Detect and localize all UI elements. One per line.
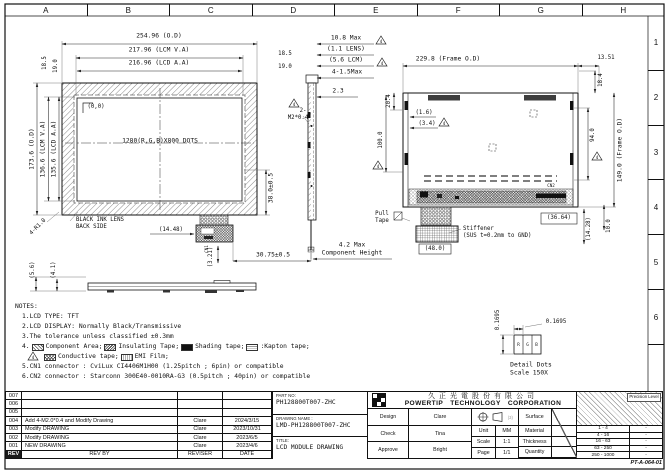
approve-name: Bright — [433, 447, 447, 454]
insulating-tape-swatch — [104, 344, 116, 351]
grid-row-3: 3 — [648, 126, 664, 181]
side-tabs-label: 4-1.5Max — [331, 68, 363, 76]
unit-row — [472, 426, 518, 437]
title-block — [367, 391, 663, 459]
stiffener — [416, 226, 458, 242]
dot-b-label: B — [535, 341, 538, 347]
page-label: Page — [472, 448, 496, 458]
part-no-value: PH128800T007-ZHC — [276, 399, 336, 406]
dim-width-od: 254.96 (O.D) — [136, 32, 182, 40]
title-value: LCD MODULE DRAWING — [276, 444, 344, 452]
pitch-x-label: 0.1695 — [545, 319, 567, 326]
part-no-label: PART NO: — [276, 393, 296, 398]
front-fpc — [200, 215, 228, 225]
rev-by — [178, 409, 223, 416]
pull-tape-label-2: Tape — [375, 218, 389, 225]
table-row — [6, 442, 271, 450]
comp-height-label-2: Component Height — [321, 249, 383, 257]
stiffener-label-1: Stiffener — [463, 226, 494, 232]
rev-date: 2023/6/5 — [236, 434, 258, 441]
rev-by: Clare — [178, 442, 223, 449]
grid-col-b: B — [87, 4, 170, 16]
connector-width-label: (14.48) — [159, 227, 183, 234]
approve-label: Approve — [368, 442, 409, 458]
surface-label: Surface — [519, 409, 552, 425]
company-name-cn: 久正光電股份有限公司 — [428, 392, 538, 400]
scale-row — [472, 437, 518, 448]
callout-4: 4 — [379, 38, 383, 44]
connector-pos-label: 30.75±0.5 — [255, 251, 291, 259]
grid-row-6: 6 — [648, 290, 664, 345]
drawing-name-section — [273, 415, 367, 438]
rev-by — [178, 392, 223, 399]
detail-caption-2: Scale 150X — [510, 369, 548, 377]
table-row — [6, 426, 271, 434]
form-number: PT-A-064-01 — [630, 460, 662, 466]
grid-col-f: F — [417, 4, 500, 16]
table-row — [6, 392, 271, 400]
dim-width-lcm: 217.96 (LCM V.A) — [128, 46, 190, 54]
dim-height-lcd: 135.6 (LCD A.A) — [50, 120, 58, 178]
unit-label: Unit — [472, 426, 496, 436]
precision-row — [577, 446, 662, 453]
note-line-2: 2.LCD DISPLAY: Normally Black/Transmissive — [22, 323, 182, 330]
callout-4: 4 — [292, 101, 296, 107]
company-name-en: POWERTIP TECHNOLOGY CORPORATION — [404, 399, 562, 407]
stiffener-label-2: (SUS t=0.2mm to GND) — [463, 233, 532, 239]
grid-row-2: 2 — [648, 71, 664, 126]
shading-tape-swatch — [181, 344, 193, 351]
screw-spec-label: M2*0.4 — [287, 115, 309, 122]
rev-by-header: REV BY — [22, 451, 178, 458]
dim-94-label: 94.0 — [590, 128, 597, 142]
dim-bottom-label: 38.0±0.5 — [267, 172, 275, 204]
callout-4: 4 — [376, 163, 380, 169]
connector-offset-label: (3.21) — [208, 246, 215, 268]
dim-10-label: 10.0 — [606, 219, 613, 233]
rev-date — [223, 400, 271, 407]
part-info-block — [272, 391, 367, 459]
dot-r-label: R — [517, 341, 520, 347]
precision-range: 1 - 4 — [577, 426, 630, 432]
grid-row-band — [648, 16, 664, 345]
precision-row — [577, 452, 662, 458]
shading-tape — [524, 95, 556, 101]
rev-number: 003 — [6, 426, 22, 433]
cn2-connector — [536, 194, 566, 199]
title-section — [273, 437, 367, 459]
shading-tape — [428, 95, 460, 101]
dim-3664-label: (36.64) — [547, 215, 571, 222]
dim-1351-label: 13.51 — [597, 55, 615, 62]
rev-number: 004 — [6, 417, 22, 424]
rev-number: 001 — [6, 442, 22, 449]
note-line-5: 5.CN1 connector : CviLux CI4406M1H00 (1.25pitch ; 6pin) or compatible — [22, 362, 284, 370]
pull-tape-label-1: Pull — [375, 211, 389, 218]
cn2-label: CN2 — [547, 182, 555, 188]
resolution-label: 1280(R,G,B)X800 DOTS — [122, 137, 198, 145]
conductive-tape-swatch — [44, 354, 56, 361]
dim-height-lcm: 136.6 (LCM V.A) — [39, 120, 47, 178]
reviser-header: REVISER — [178, 451, 223, 458]
grid-col-e: E — [334, 4, 417, 16]
side-profile-view — [306, 75, 318, 252]
precision-row — [577, 426, 662, 433]
precision-row — [577, 439, 662, 446]
rev-desc — [22, 392, 178, 399]
material-label: Material — [519, 426, 552, 436]
rev-date — [223, 409, 271, 416]
back-fpc — [421, 207, 451, 225]
design-row — [368, 409, 471, 426]
grid-col-c: C — [169, 4, 252, 16]
callout-4: 4 — [442, 120, 446, 126]
grid-row-5: 5 — [648, 235, 664, 290]
component-area-swatch — [32, 344, 44, 351]
callout-4: 4 — [380, 60, 384, 66]
rev-number: 005 — [6, 409, 22, 416]
precision-value: - — [645, 426, 647, 432]
unit-value: MM — [502, 428, 512, 434]
side-thickness-label: 10.8 Max — [330, 34, 362, 42]
drawing-name-value: LMD-PH128800T007-ZHC — [276, 421, 351, 429]
dim-184-label: 18.4 — [598, 73, 605, 87]
dim-48-label: (48.0) — [424, 246, 446, 253]
note-line-1: 1.LCD TYPE: TFT — [22, 313, 79, 320]
precision-range: 16 - 63 — [577, 439, 630, 445]
precision-range: 4 - 16 — [577, 433, 630, 439]
dim-margin-left-top: 18.5 — [42, 56, 49, 70]
frame-width-label: 229.8 (Frame O.D) — [415, 55, 481, 63]
side-23-label: 2.3 — [332, 87, 344, 95]
detail-caption-1: Detail Dots — [510, 361, 552, 369]
blank-diagonal — [552, 409, 577, 458]
dim-width-lcd: 216.96 (LCD A.A) — [128, 59, 190, 67]
drawing-name-label: DRAWING NAME : — [276, 415, 313, 421]
rev-number: 002 — [6, 434, 22, 441]
dot-g-label: G — [526, 341, 529, 347]
profile-41-label: (4.1) — [51, 261, 58, 279]
table-row — [6, 409, 271, 417]
rev-number: 007 — [6, 392, 22, 399]
table-row — [6, 434, 271, 442]
scale-value: 1:1 — [503, 439, 511, 445]
rev-number: 006 — [6, 400, 22, 407]
design-name: Clare — [433, 413, 447, 420]
page-row — [472, 448, 518, 458]
black-ink-label-1: BLACK INK LENS — [76, 217, 124, 223]
rev-desc — [22, 409, 178, 416]
precision-value: - — [645, 439, 647, 445]
grid-col-h: H — [582, 4, 665, 16]
pitch-y-label: 0.1695 — [495, 309, 502, 331]
properties-column — [518, 409, 576, 458]
rev-by: Clare — [178, 434, 223, 441]
grid-col-d: D — [252, 4, 335, 16]
frame-height-label: 149.0 (Frame O.D) — [616, 117, 624, 183]
quantity-label: Quantity — [519, 447, 552, 457]
design-label: Design — [368, 409, 409, 425]
part-no-section — [273, 392, 367, 415]
notes-heading: NOTES: — [15, 303, 38, 310]
callout-4: 4 — [31, 354, 35, 360]
projection-symbol-cell — [472, 409, 518, 426]
table-row — [6, 400, 271, 408]
rev-by: Clare — [178, 417, 223, 424]
kapton-tape-swatch — [246, 344, 258, 351]
check-name: Tina — [434, 430, 446, 437]
grid-row-4: 4 — [648, 180, 664, 235]
grid-col-g: G — [499, 4, 582, 16]
rev-by — [178, 400, 223, 407]
precision-range: 63 - 250 — [577, 446, 630, 452]
thickness-label: Thickness — [519, 437, 552, 447]
precision-value: - — [645, 452, 647, 458]
rev-date: 2023/10/31 — [233, 426, 261, 433]
bottom-profile-view — [88, 281, 256, 294]
projection-note: (3) — [507, 414, 513, 420]
precision-label: Precision Level — [627, 393, 661, 402]
side-lens-label: (1.1 LENS) — [327, 45, 365, 53]
check-row — [368, 426, 471, 443]
note-line-6: 6.CN2 connector : Starconn 300E40-0010RA-G3 (0.5pitch ; 40pin) or compatible — [22, 372, 311, 380]
comp-height-label-1: 4.2 Max — [338, 241, 366, 249]
detail-dots — [500, 324, 542, 354]
note-line-4b: Conductive tape; EMI Film; — [42, 354, 169, 361]
emi-film-swatch — [121, 354, 133, 361]
precision-value: - — [645, 446, 647, 452]
rev-header: REV — [6, 451, 22, 458]
dim-margin-right-top: 18.5 — [278, 51, 292, 58]
precision-table — [577, 392, 662, 458]
rev-date — [223, 392, 271, 399]
corner-radius-label: 4-R1.0 — [28, 217, 48, 237]
check-label: Check — [368, 426, 409, 442]
projection-symbol-icon — [477, 411, 507, 423]
table-row — [6, 417, 271, 425]
precision-row — [577, 433, 662, 440]
note-line-3: 3.The tolerance unless classified ±0.3mm — [22, 333, 174, 340]
dim-34-label: (3.4) — [418, 121, 436, 128]
note-line-4: 4. Component Area; Insulating Tape; Shading tape; :Kapton tape; — [22, 343, 310, 351]
dim-height-od: 173.6 (O.D) — [28, 128, 36, 170]
dim-100-label: 100.0 — [378, 131, 385, 149]
revision-table-header — [6, 451, 271, 458]
rev-date: 2024/3/15 — [234, 417, 260, 424]
cn1-label: CN1 — [203, 245, 209, 253]
dim-1428-label: (14.28) — [586, 217, 593, 241]
rev-desc: Modify DRAWING — [22, 426, 178, 433]
precision-value: - — [645, 432, 647, 438]
approve-row — [368, 442, 471, 458]
rev-desc: Add 4-M2.0*0.4 and Modify Drawing — [22, 417, 178, 424]
origin-label: (0,0) — [87, 104, 105, 111]
grid-row-1: 1 — [648, 16, 664, 71]
screw-qty-label: 2- — [299, 108, 307, 115]
dim-204-label: 20.4 — [386, 94, 393, 108]
rev-by: Clare — [178, 426, 223, 433]
rev-desc: NEW DRAWING — [22, 442, 178, 449]
scale-label: Scale — [472, 437, 496, 447]
precision-range: 250 - 1000 — [577, 452, 630, 458]
dim-16-label: (1.6) — [415, 110, 433, 117]
rev-date: 2023/4/6 — [236, 442, 258, 449]
rev-desc: Modify DRAWING — [22, 434, 178, 441]
grid-column-band — [5, 4, 664, 16]
side-lcm-label: (5.6 LCM) — [328, 56, 364, 64]
black-ink-label-2: BACK SIDE — [76, 224, 107, 230]
title-label: TITLE: — [276, 438, 289, 444]
dim-margin-right-bottom: 19.0 — [278, 64, 292, 71]
revision-table — [5, 391, 272, 459]
date-header: DATE — [239, 451, 255, 458]
callout-4: 4 — [595, 154, 599, 160]
grid-col-a: A — [43, 5, 49, 15]
profile-56-label: (5.6) — [30, 261, 37, 279]
dim-margin-left-bottom: 19.0 — [53, 59, 60, 73]
precision-header — [577, 392, 662, 426]
rev-desc — [22, 400, 178, 407]
page-value: 1/1 — [503, 450, 511, 456]
company-header — [368, 392, 576, 409]
powertip-logo-icon — [372, 393, 386, 407]
